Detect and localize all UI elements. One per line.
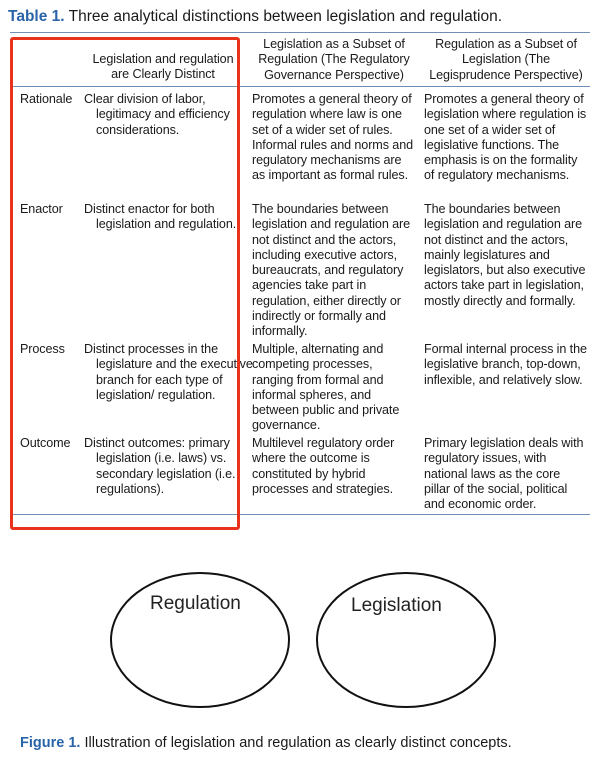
table-caption-text: Three analytical distinctions between legislation and regulation.: [68, 8, 503, 25]
highlight-box: [10, 37, 240, 530]
table-cell: Multilevel regulatory order where the outcome is constituted by hybrid processes and strategies.: [252, 436, 395, 496]
table-cell: Formal internal process in the legislative branch, top-down, inflexible, and relatively slow.: [424, 342, 587, 387]
table-cell: The boundaries between legislation and regulation are not distinct and the actors, including executive actors, bureaucrats, and regulatory agencies take part in regulation, either directly or indirectly or formally and informally.: [252, 202, 411, 339]
table-caption: [8, 8, 502, 26]
figure-label: Figure 1.: [20, 735, 81, 751]
table-cell: Multiple, alternating and competing processes, ranging from formal and informal spheres, and between public and private governance.: [252, 342, 400, 433]
figure-1: [0, 560, 600, 720]
regulation-label: Regulation: [150, 593, 241, 614]
column-header-regulatory-governance: Legislation as a Subset of Regulation (The Regulatory Governance Perspective): [258, 37, 410, 82]
figure-caption: [20, 735, 512, 751]
table-label: Table 1.: [8, 8, 65, 25]
table-cell: Distinct outcomes: primary legislation (i.e. laws) vs. secondary legislation (i.e. regulations).: [84, 436, 236, 496]
table-cell: Primary legislation deals with regulatory issues, with national laws as the core pillar of the social, political and economic order.: [424, 436, 584, 512]
table-cell: Promotes a general theory of regulation where law is one set of a wider set of rules. Informal rules and norms and regulatory mechanisms are as important as formal rules.: [252, 92, 413, 183]
row-label-process: Process: [20, 342, 65, 356]
table-cell: Clear division of labor, legitimacy and efficiency considerations.: [84, 92, 230, 137]
column-header-distinct: Legislation and regulation are Clearly Distinct: [92, 52, 234, 82]
row-label-rationale: Rationale: [20, 92, 73, 106]
column-header-legisprudence: Regulation as a Subset of Legislation (The Legisprudence Perspective): [429, 37, 583, 82]
table-top-rule: [10, 32, 590, 33]
legislation-label: Legislation: [351, 595, 442, 616]
table-cell: The boundaries between legislation and regulation are not distinct and the actors, mainly legislatures and legislators, but also executive actors take part in legislation, mostly directly and formally.: [424, 202, 586, 308]
table-cell: Distinct processes in the legislature and the executive branch for each type of legislation/ regulation.: [84, 342, 253, 402]
legislation-ellipse: [316, 572, 496, 708]
table-cell: Promotes a general theory of legislation where regulation is one set of a wider set of legislative functions. The emphasis is on the formality of regulatory mechanisms.: [424, 92, 587, 183]
row-label-enactor: Enactor: [20, 202, 63, 216]
table-cell: Distinct enactor for both legislation and regulation.: [84, 202, 237, 232]
row-label-outcome: Outcome: [20, 436, 71, 450]
figure-caption-text: Illustration of legislation and regulation as clearly distinct concepts.: [84, 735, 512, 751]
